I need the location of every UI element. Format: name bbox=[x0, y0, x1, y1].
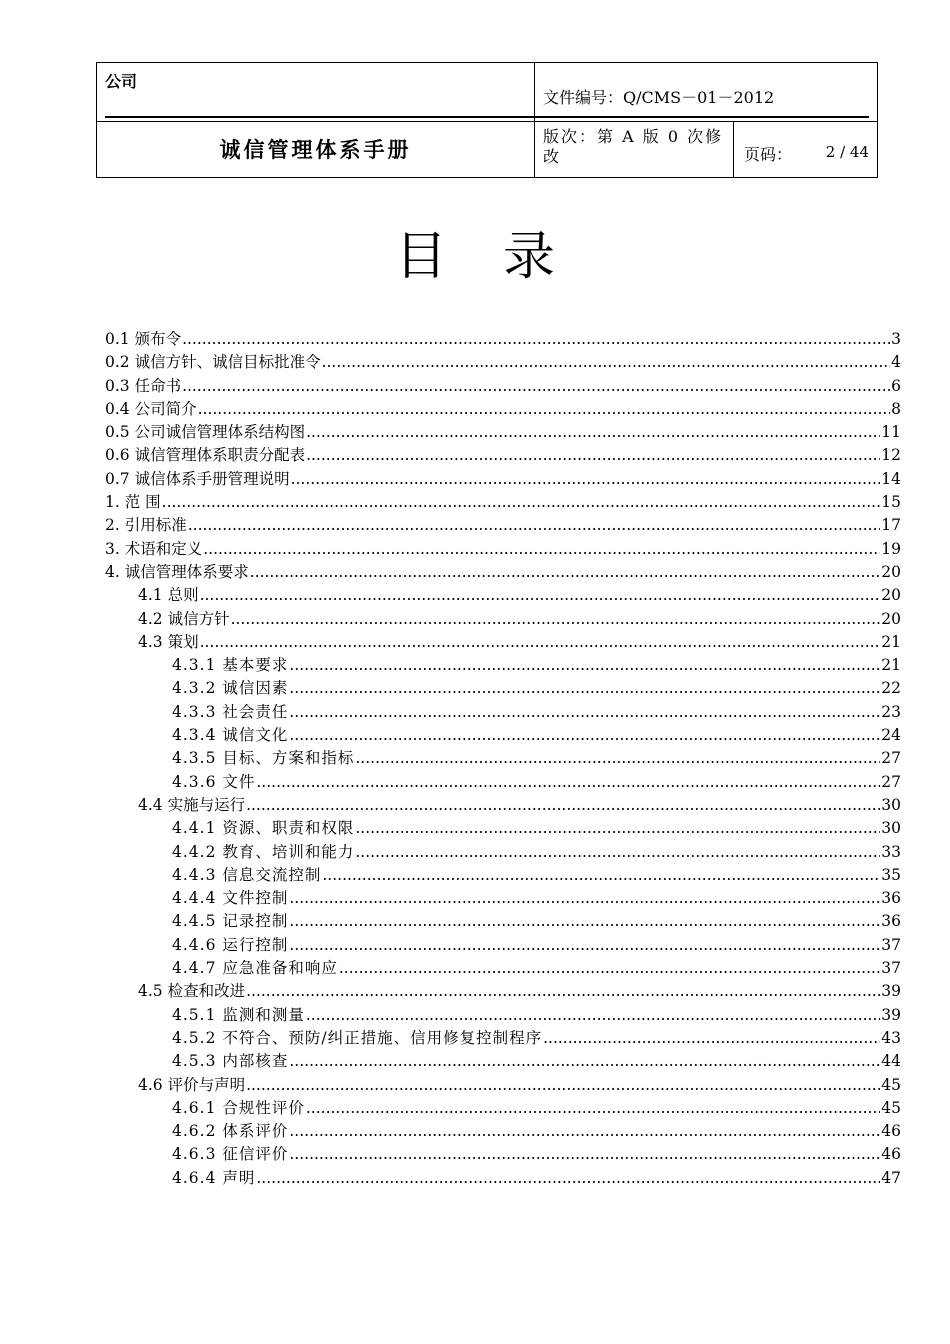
toc-entry-label: 0.6 诚信管理体系职责分配表 bbox=[105, 446, 306, 465]
toc-entry-page: 24 bbox=[881, 726, 901, 745]
toc-entry[interactable] bbox=[105, 1143, 901, 1166]
toc-entry-label: 4.5.2 不符合、预防/纠正措施、信用修复控制程序 bbox=[172, 1028, 543, 1047]
toc-entry-label: 0.3 任命书 bbox=[105, 376, 182, 395]
dot-leader bbox=[291, 468, 881, 491]
dot-leader bbox=[246, 980, 880, 1003]
toc-entry[interactable] bbox=[105, 538, 901, 561]
toc-entry-label: 0.7 诚信体系手册管理说明 bbox=[105, 469, 290, 488]
toc-entry-page: 20 bbox=[881, 609, 901, 628]
dot-leader bbox=[246, 1074, 880, 1097]
toc-entry-page: 45 bbox=[881, 1075, 901, 1094]
toc-entry-page: 35 bbox=[881, 865, 901, 884]
toc-entry-page: 11 bbox=[881, 423, 901, 442]
divider bbox=[535, 116, 869, 118]
toc-entry-page: 6 bbox=[891, 376, 901, 395]
dot-leader bbox=[289, 654, 880, 677]
dot-leader bbox=[355, 841, 880, 864]
toc-entry[interactable] bbox=[105, 864, 901, 887]
toc-entry-page: 45 bbox=[881, 1098, 901, 1117]
dot-leader bbox=[306, 1004, 880, 1027]
toc-entry-page: 20 bbox=[881, 586, 901, 605]
dot-leader bbox=[543, 1027, 880, 1050]
toc-entry-label: 4. 诚信管理体系要求 bbox=[105, 562, 249, 581]
toc-entry[interactable] bbox=[105, 375, 901, 398]
toc-entry-page: 12 bbox=[881, 446, 901, 465]
toc-entry[interactable] bbox=[105, 980, 901, 1003]
toc-entry[interactable] bbox=[105, 421, 901, 444]
toc-entry-label: 0.4 公司简介 bbox=[105, 399, 197, 418]
table-of-contents bbox=[105, 328, 901, 1190]
toc-entry-page: 4 bbox=[891, 353, 901, 372]
toc-entry-page: 15 bbox=[881, 493, 901, 512]
toc-entry[interactable] bbox=[105, 654, 901, 677]
dot-leader bbox=[289, 1120, 880, 1143]
toc-entry[interactable] bbox=[105, 1167, 901, 1190]
toc-entry[interactable] bbox=[105, 608, 901, 631]
toc-entry[interactable] bbox=[105, 328, 901, 351]
toc-entry[interactable] bbox=[105, 584, 901, 607]
toc-entry-page: 27 bbox=[881, 749, 901, 768]
toc-entry-page: 33 bbox=[881, 842, 901, 861]
toc-entry-label: 4.4.2 教育、培训和能力 bbox=[172, 842, 355, 861]
dot-leader bbox=[246, 794, 880, 817]
toc-entry-page: 8 bbox=[891, 399, 901, 418]
toc-entry-label: 4.3.5 目标、方案和指标 bbox=[172, 749, 355, 768]
toc-entry-label: 4.4.3 信息交流控制 bbox=[172, 865, 322, 884]
toc-entry-page: 46 bbox=[881, 1122, 901, 1141]
dot-leader bbox=[289, 934, 880, 957]
toc-entry-page: 44 bbox=[881, 1052, 901, 1071]
toc-entry-label: 4.4 实施与运行 bbox=[138, 795, 246, 814]
dot-leader bbox=[322, 864, 880, 887]
toc-entry[interactable] bbox=[105, 491, 901, 514]
dot-leader bbox=[231, 608, 881, 631]
dot-leader bbox=[188, 514, 881, 537]
toc-entry-label: 1. 范 围 bbox=[105, 493, 161, 512]
doc-number: 文件编号：Q/CMS－01－2012 bbox=[543, 88, 775, 107]
company-name: 公司 bbox=[105, 72, 138, 91]
toc-entry-page: 17 bbox=[881, 516, 901, 535]
manual-title: 诚信管理体系手册 bbox=[219, 138, 412, 162]
toc-entry-label: 4.6.2 体系评价 bbox=[172, 1122, 289, 1141]
toc-entry-page: 23 bbox=[881, 702, 901, 721]
toc-entry-page: 39 bbox=[881, 982, 901, 1001]
dot-leader bbox=[289, 1143, 880, 1166]
toc-entry-label: 4.4.1 资源、职责和权限 bbox=[172, 819, 355, 838]
toc-entry-label: 0.5 公司诚信管理体系结构图 bbox=[105, 423, 306, 442]
toc-entry[interactable] bbox=[105, 771, 901, 794]
dot-leader bbox=[198, 398, 891, 421]
toc-entry-page: 3 bbox=[891, 330, 901, 348]
toc-entry-page: 37 bbox=[881, 935, 901, 954]
dot-leader bbox=[306, 444, 880, 467]
toc-entry[interactable] bbox=[105, 887, 901, 910]
toc-entry-label: 4.6.4 声明 bbox=[172, 1168, 256, 1187]
toc-entry-label: 4.3.3 社会责任 bbox=[172, 702, 289, 721]
toc-entry[interactable] bbox=[105, 910, 901, 933]
version-text: 版次：第 A 版 0 次修改 bbox=[543, 127, 724, 166]
toc-entry[interactable] bbox=[105, 1004, 901, 1027]
toc-entry-page: 46 bbox=[881, 1145, 901, 1164]
toc-entry-label: 4.4.4 文件控制 bbox=[172, 889, 289, 908]
toc-entry[interactable] bbox=[105, 351, 901, 374]
toc-entry[interactable] bbox=[105, 1027, 901, 1050]
page-number-cell bbox=[734, 121, 877, 177]
manual-title-cell bbox=[97, 121, 535, 177]
toc-entry-page: 43 bbox=[881, 1028, 901, 1047]
dot-leader bbox=[306, 421, 880, 444]
toc-entry-label: 4.6.3 征信评价 bbox=[172, 1145, 289, 1164]
dot-leader bbox=[182, 328, 890, 351]
dot-leader bbox=[250, 561, 881, 584]
toc-entry[interactable] bbox=[105, 444, 901, 467]
dot-leader bbox=[200, 584, 881, 607]
toc-entry-label: 4.3 策划 bbox=[138, 632, 199, 651]
dot-leader bbox=[355, 817, 880, 840]
toc-entry-page: 30 bbox=[881, 795, 901, 814]
dot-leader bbox=[289, 701, 880, 724]
dot-leader bbox=[256, 1167, 880, 1190]
page-label: 页码： bbox=[744, 145, 793, 164]
dot-leader bbox=[289, 724, 880, 747]
dot-leader bbox=[200, 631, 881, 654]
toc-entry-label: 4.5 检查和改进 bbox=[138, 982, 246, 1001]
toc-entry-label: 4.4.7 应急准备和响应 bbox=[172, 959, 338, 978]
toc-entry[interactable] bbox=[105, 701, 901, 724]
toc-entry[interactable] bbox=[105, 1120, 901, 1143]
divider bbox=[105, 116, 534, 118]
dot-leader bbox=[162, 491, 881, 514]
toc-entry-label: 0.1 颁布令 bbox=[105, 330, 182, 348]
toc-entry[interactable] bbox=[105, 514, 901, 537]
toc-entry-label: 4.3.6 文件 bbox=[172, 772, 256, 791]
toc-entry-page: 19 bbox=[881, 539, 901, 558]
toc-entry-page: 21 bbox=[881, 632, 901, 651]
toc-entry-label: 0.2 诚信方针、诚信目标批准令 bbox=[105, 353, 321, 372]
toc-entry[interactable] bbox=[105, 677, 901, 700]
dot-leader bbox=[355, 747, 880, 770]
toc-entry-label: 4.3.2 诚信因素 bbox=[172, 679, 289, 698]
toc-entry-label: 4.4.6 运行控制 bbox=[172, 935, 289, 954]
dot-leader bbox=[306, 1097, 880, 1120]
toc-entry-page: 36 bbox=[881, 912, 901, 931]
toc-entry-label: 4.6.1 合规性评价 bbox=[172, 1098, 305, 1117]
toc-entry-page: 14 bbox=[881, 469, 901, 488]
toc-entry[interactable] bbox=[105, 561, 901, 584]
toc-entry-page: 22 bbox=[881, 679, 901, 698]
toc-entry-label: 4.3.4 诚信文化 bbox=[172, 726, 289, 745]
dot-leader bbox=[289, 887, 880, 910]
dot-leader bbox=[289, 677, 880, 700]
toc-entry-label: 4.3.1 基本要求 bbox=[172, 656, 289, 675]
toc-entry-label: 4.1 总则 bbox=[138, 586, 199, 605]
toc-entry[interactable] bbox=[105, 841, 901, 864]
toc-entry-label: 2. 引用标准 bbox=[105, 516, 187, 535]
toc-entry[interactable] bbox=[105, 631, 901, 654]
toc-title: 目录 bbox=[394, 227, 611, 287]
dot-leader bbox=[289, 1050, 880, 1073]
toc-entry-page: 30 bbox=[881, 819, 901, 838]
toc-entry-label: 3. 术语和定义 bbox=[105, 539, 203, 558]
toc-entry[interactable] bbox=[105, 468, 901, 491]
doc-number-cell bbox=[535, 63, 877, 121]
toc-entry-page: 21 bbox=[881, 656, 901, 675]
toc-entry-label: 4.6 评价与声明 bbox=[138, 1075, 246, 1094]
toc-entry[interactable] bbox=[105, 1074, 901, 1097]
toc-entry[interactable] bbox=[105, 398, 901, 421]
toc-entry-label: 4.5.3 内部核查 bbox=[172, 1052, 289, 1071]
toc-entry-page: 36 bbox=[881, 889, 901, 908]
toc-entry-label: 4.4.5 记录控制 bbox=[172, 912, 289, 931]
toc-entry-page: 27 bbox=[881, 772, 901, 791]
toc-entry[interactable] bbox=[105, 934, 901, 957]
toc-entry-page: 39 bbox=[881, 1005, 901, 1024]
dot-leader bbox=[339, 957, 880, 980]
page-number: 2 / 44 bbox=[825, 143, 869, 161]
document-header bbox=[96, 62, 878, 178]
toc-entry-page: 37 bbox=[881, 959, 901, 978]
toc-entry[interactable] bbox=[105, 724, 901, 747]
dot-leader bbox=[289, 910, 880, 933]
toc-entry-label: 4.2 诚信方针 bbox=[138, 609, 230, 628]
toc-entry-label: 4.5.1 监测和测量 bbox=[172, 1005, 305, 1024]
dot-leader bbox=[182, 375, 890, 398]
version-cell bbox=[535, 121, 734, 177]
dot-leader bbox=[322, 351, 891, 374]
dot-leader bbox=[256, 771, 880, 794]
toc-entry[interactable] bbox=[105, 747, 901, 770]
toc-entry[interactable] bbox=[105, 957, 901, 980]
toc-entry[interactable] bbox=[105, 794, 901, 817]
toc-entry[interactable] bbox=[105, 1097, 901, 1120]
toc-entry-page: 47 bbox=[881, 1168, 901, 1187]
dot-leader bbox=[203, 538, 880, 561]
toc-entry-page: 20 bbox=[881, 562, 901, 581]
toc-entry[interactable] bbox=[105, 1050, 901, 1073]
company-cell bbox=[97, 63, 535, 121]
toc-entry[interactable] bbox=[105, 817, 901, 840]
